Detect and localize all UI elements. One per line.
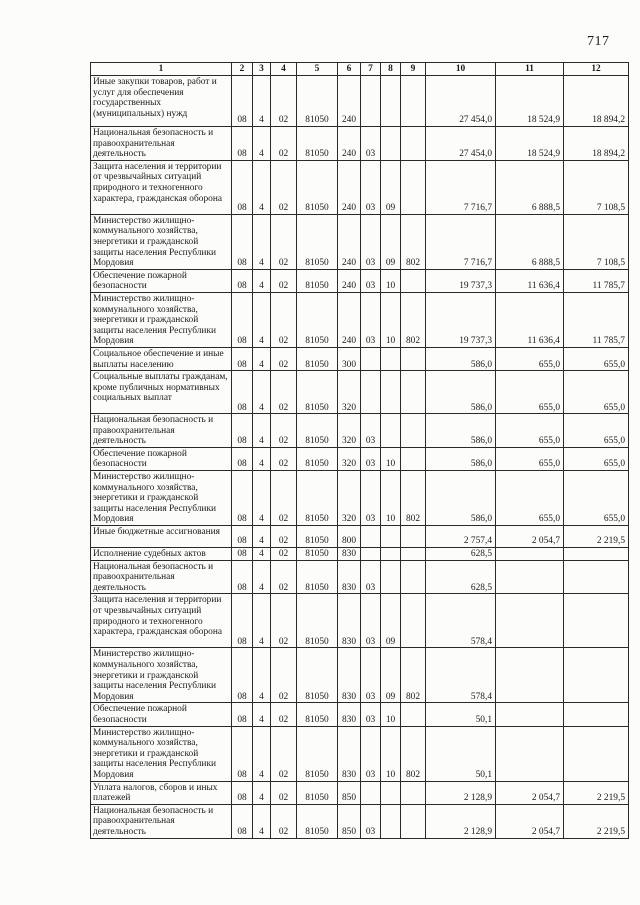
code-col6: 830 — [338, 726, 361, 781]
amount-col10: 628,5 — [426, 560, 496, 594]
code-col3: 4 — [253, 127, 271, 161]
amount-col10: 7 716,7 — [426, 214, 496, 269]
code-col8: 10 — [381, 471, 401, 526]
code-col2: 08 — [232, 414, 253, 448]
amount-col12 — [564, 594, 629, 648]
code-col3: 4 — [253, 526, 271, 548]
row-name: Обеспечение пожарной безопасности — [91, 703, 232, 726]
code-col9 — [401, 703, 426, 726]
table-row — [91, 703, 629, 726]
code-col5: 81050 — [297, 76, 338, 127]
code-col5: 81050 — [297, 127, 338, 161]
code-col5: 81050 — [297, 371, 338, 414]
code-col3: 4 — [253, 471, 271, 526]
amount-col11: 655,0 — [496, 371, 564, 414]
code-col2: 08 — [232, 548, 253, 561]
code-col6: 800 — [338, 526, 361, 548]
amount-col11 — [496, 726, 564, 781]
code-col6: 240 — [338, 160, 361, 214]
column-header: 10 — [426, 63, 496, 76]
code-col7 — [361, 548, 381, 561]
code-col5: 81050 — [297, 560, 338, 594]
code-col7: 03 — [361, 414, 381, 448]
code-col7: 03 — [361, 127, 381, 161]
amount-col10: 2 128,9 — [426, 804, 496, 838]
code-col2: 08 — [232, 447, 253, 470]
amount-col12: 655,0 — [564, 347, 629, 370]
row-name: Социальные выплаты гражданам, кроме публичных нормативных социальных выплат — [91, 371, 232, 414]
amount-col10: 27 454,0 — [426, 76, 496, 127]
code-col5: 81050 — [297, 347, 338, 370]
code-col9 — [401, 526, 426, 548]
row-name: Министерство жилищно-коммунального хозяйства, энергетики и гражданской защиты населения Республики Мордовия — [91, 726, 232, 781]
amount-col11: 18 524,9 — [496, 127, 564, 161]
table-row — [91, 292, 629, 347]
amount-col11 — [496, 648, 564, 703]
code-col6: 320 — [338, 371, 361, 414]
column-header: 8 — [381, 63, 401, 76]
code-col6: 240 — [338, 76, 361, 127]
table-body — [91, 76, 629, 839]
amount-col11 — [496, 703, 564, 726]
code-col3: 4 — [253, 214, 271, 269]
code-col5: 81050 — [297, 703, 338, 726]
code-col2: 08 — [232, 214, 253, 269]
amount-col12: 2 219,5 — [564, 781, 629, 804]
code-col3: 4 — [253, 560, 271, 594]
code-col5: 81050 — [297, 269, 338, 292]
table-row — [91, 526, 629, 548]
amount-col10: 2 757,4 — [426, 526, 496, 548]
amount-col11: 655,0 — [496, 414, 564, 448]
code-col9: 802 — [401, 214, 426, 269]
table-header — [91, 63, 629, 76]
code-col2: 08 — [232, 160, 253, 214]
amount-col10: 586,0 — [426, 471, 496, 526]
code-col7 — [361, 371, 381, 414]
code-col2: 08 — [232, 560, 253, 594]
code-col8: 09 — [381, 160, 401, 214]
amount-col11 — [496, 560, 564, 594]
code-col8: 09 — [381, 594, 401, 648]
row-name: Защита населения и территории от чрезвычайных ситуаций природного и техногенного характера, гражданская оборона — [91, 594, 232, 648]
amount-col11: 11 636,4 — [496, 292, 564, 347]
row-name: Иные закупки товаров, работ и услуг для обеспечения государственных (муниципальных) нужд — [91, 76, 232, 127]
table-row — [91, 560, 629, 594]
code-col2: 08 — [232, 76, 253, 127]
amount-col11: 6 888,5 — [496, 214, 564, 269]
code-col5: 81050 — [297, 548, 338, 561]
code-col8 — [381, 347, 401, 370]
code-col3: 4 — [253, 548, 271, 561]
code-col4: 02 — [271, 414, 297, 448]
amount-col12: 655,0 — [564, 471, 629, 526]
code-col8 — [381, 414, 401, 448]
code-col8 — [381, 804, 401, 838]
row-name: Защита населения и территории от чрезвычайных ситуаций природного и техногенного характера, гражданская оборона — [91, 160, 232, 214]
amount-col11: 655,0 — [496, 447, 564, 470]
code-col4: 02 — [271, 526, 297, 548]
code-col5: 81050 — [297, 726, 338, 781]
code-col4: 02 — [271, 269, 297, 292]
row-name: Министерство жилищно-коммунального хозяйства, энергетики и гражданской защиты населения Республики Мордовия — [91, 471, 232, 526]
amount-col12 — [564, 548, 629, 561]
code-col6: 830 — [338, 548, 361, 561]
code-col3: 4 — [253, 447, 271, 470]
amount-col10: 628,5 — [426, 548, 496, 561]
amount-col10: 578,4 — [426, 648, 496, 703]
amount-col10: 19 737,3 — [426, 269, 496, 292]
code-col5: 81050 — [297, 471, 338, 526]
code-col2: 08 — [232, 781, 253, 804]
row-name: Министерство жилищно-коммунального хозяйства, энергетики и гражданской защиты населения Республики Мордовия — [91, 648, 232, 703]
code-col8: 10 — [381, 703, 401, 726]
code-col3: 4 — [253, 292, 271, 347]
code-col7: 03 — [361, 447, 381, 470]
code-col9 — [401, 414, 426, 448]
code-col3: 4 — [253, 76, 271, 127]
code-col4: 02 — [271, 347, 297, 370]
code-col9 — [401, 269, 426, 292]
amount-col10: 2 128,9 — [426, 781, 496, 804]
code-col6: 240 — [338, 269, 361, 292]
row-name: Национальная безопасность и правоохранительная деятельность — [91, 414, 232, 448]
code-col2: 08 — [232, 526, 253, 548]
column-header: 2 — [232, 63, 253, 76]
row-name: Обеспечение пожарной безопасности — [91, 269, 232, 292]
code-col9: 802 — [401, 471, 426, 526]
code-col7: 03 — [361, 594, 381, 648]
row-name: Национальная безопасность и правоохранительная деятельность — [91, 127, 232, 161]
code-col3: 4 — [253, 347, 271, 370]
column-header: 9 — [401, 63, 426, 76]
code-col7: 03 — [361, 160, 381, 214]
code-col4: 02 — [271, 447, 297, 470]
table-row — [91, 471, 629, 526]
code-col3: 4 — [253, 414, 271, 448]
code-col2: 08 — [232, 471, 253, 526]
code-col6: 830 — [338, 703, 361, 726]
code-col8 — [381, 76, 401, 127]
column-header: 3 — [253, 63, 271, 76]
amount-col11: 2 054,7 — [496, 781, 564, 804]
code-col4: 02 — [271, 76, 297, 127]
amount-col11: 2 054,7 — [496, 804, 564, 838]
code-col8: 10 — [381, 292, 401, 347]
amount-col10: 19 737,3 — [426, 292, 496, 347]
amount-col11 — [496, 548, 564, 561]
code-col8: 10 — [381, 269, 401, 292]
code-col8: 10 — [381, 726, 401, 781]
code-col9 — [401, 447, 426, 470]
code-col2: 08 — [232, 804, 253, 838]
amount-col12: 18 894,2 — [564, 76, 629, 127]
amount-col10: 7 716,7 — [426, 160, 496, 214]
code-col6: 830 — [338, 594, 361, 648]
table-row — [91, 804, 629, 838]
code-col4: 02 — [271, 804, 297, 838]
budget-table — [90, 62, 629, 839]
page-number: 717 — [587, 34, 610, 49]
amount-col12: 11 785,7 — [564, 269, 629, 292]
table-row — [91, 76, 629, 127]
code-col7: 03 — [361, 292, 381, 347]
code-col8 — [381, 781, 401, 804]
code-col2: 08 — [232, 726, 253, 781]
code-col4: 02 — [271, 471, 297, 526]
code-col2: 08 — [232, 347, 253, 370]
amount-col11: 6 888,5 — [496, 160, 564, 214]
row-name: Уплата налогов, сборов и иных платежей — [91, 781, 232, 804]
amount-col10: 586,0 — [426, 414, 496, 448]
code-col3: 4 — [253, 160, 271, 214]
code-col4: 02 — [271, 127, 297, 161]
code-col8 — [381, 526, 401, 548]
amount-col12: 2 219,5 — [564, 804, 629, 838]
amount-col12 — [564, 560, 629, 594]
code-col4: 02 — [271, 781, 297, 804]
code-col5: 81050 — [297, 594, 338, 648]
amount-col12: 2 219,5 — [564, 526, 629, 548]
code-col9 — [401, 594, 426, 648]
amount-col11: 655,0 — [496, 347, 564, 370]
row-name: Министерство жилищно-коммунального хозяйства, энергетики и гражданской защиты населения Республики Мордовия — [91, 214, 232, 269]
code-col5: 81050 — [297, 447, 338, 470]
code-col8 — [381, 127, 401, 161]
code-col4: 02 — [271, 548, 297, 561]
column-header: 5 — [297, 63, 338, 76]
code-col9 — [401, 127, 426, 161]
code-col7: 03 — [361, 804, 381, 838]
table-row — [91, 347, 629, 370]
code-col7 — [361, 76, 381, 127]
code-col6: 850 — [338, 781, 361, 804]
code-col8 — [381, 560, 401, 594]
code-col9 — [401, 160, 426, 214]
table-row — [91, 127, 629, 161]
code-col4: 02 — [271, 594, 297, 648]
column-header: 4 — [271, 63, 297, 76]
code-col5: 81050 — [297, 214, 338, 269]
code-col9 — [401, 560, 426, 594]
table-row — [91, 447, 629, 470]
code-col6: 320 — [338, 471, 361, 526]
row-name: Социальное обеспечение и иные выплаты населению — [91, 347, 232, 370]
code-col2: 08 — [232, 648, 253, 703]
code-col2: 08 — [232, 594, 253, 648]
row-name: Иные бюджетные ассигнования — [91, 526, 232, 548]
column-header: 12 — [564, 63, 629, 76]
row-name: Министерство жилищно-коммунального хозяйства, энергетики и гражданской защиты населения Республики Мордовия — [91, 292, 232, 347]
row-name: Национальная безопасность и правоохранительная деятельность — [91, 804, 232, 838]
code-col9 — [401, 548, 426, 561]
column-header: 7 — [361, 63, 381, 76]
code-col3: 4 — [253, 703, 271, 726]
amount-col11: 2 054,7 — [496, 526, 564, 548]
code-col5: 81050 — [297, 526, 338, 548]
code-col7: 03 — [361, 560, 381, 594]
column-header: 11 — [496, 63, 564, 76]
code-col5: 81050 — [297, 414, 338, 448]
table-row — [91, 781, 629, 804]
code-col3: 4 — [253, 648, 271, 703]
amount-col12: 655,0 — [564, 414, 629, 448]
code-col7: 03 — [361, 703, 381, 726]
code-col4: 02 — [271, 648, 297, 703]
amount-col12: 7 108,5 — [564, 160, 629, 214]
code-col6: 830 — [338, 560, 361, 594]
code-col6: 240 — [338, 292, 361, 347]
code-col7: 03 — [361, 214, 381, 269]
code-col3: 4 — [253, 726, 271, 781]
code-col5: 81050 — [297, 160, 338, 214]
code-col7 — [361, 526, 381, 548]
code-col6: 850 — [338, 804, 361, 838]
table-row — [91, 548, 629, 561]
code-col4: 02 — [271, 292, 297, 347]
row-name: Национальная безопасность и правоохранительная деятельность — [91, 560, 232, 594]
column-header: 1 — [91, 63, 232, 76]
code-col9: 802 — [401, 292, 426, 347]
code-col3: 4 — [253, 269, 271, 292]
code-col9 — [401, 371, 426, 414]
code-col7: 03 — [361, 648, 381, 703]
code-col6: 300 — [338, 347, 361, 370]
amount-col12: 655,0 — [564, 371, 629, 414]
code-col5: 81050 — [297, 804, 338, 838]
code-col9: 802 — [401, 648, 426, 703]
amount-col12: 655,0 — [564, 447, 629, 470]
code-col6: 830 — [338, 648, 361, 703]
code-col9: 802 — [401, 726, 426, 781]
amount-col11: 11 636,4 — [496, 269, 564, 292]
table-row — [91, 214, 629, 269]
code-col7: 03 — [361, 471, 381, 526]
table-row — [91, 371, 629, 414]
amount-col10: 586,0 — [426, 371, 496, 414]
code-col4: 02 — [271, 371, 297, 414]
code-col5: 81050 — [297, 781, 338, 804]
table-row — [91, 160, 629, 214]
amount-col10: 50,1 — [426, 726, 496, 781]
code-col6: 320 — [338, 414, 361, 448]
code-col5: 81050 — [297, 292, 338, 347]
table-row — [91, 726, 629, 781]
code-col8: 09 — [381, 214, 401, 269]
amount-col10: 50,1 — [426, 703, 496, 726]
table-row — [91, 648, 629, 703]
code-col7: 03 — [361, 726, 381, 781]
code-col9 — [401, 76, 426, 127]
amount-col12: 7 108,5 — [564, 214, 629, 269]
code-col9 — [401, 347, 426, 370]
code-col8: 09 — [381, 648, 401, 703]
code-col9 — [401, 804, 426, 838]
code-col2: 08 — [232, 292, 253, 347]
code-col2: 08 — [232, 371, 253, 414]
amount-col12: 18 894,2 — [564, 127, 629, 161]
amount-col11 — [496, 594, 564, 648]
code-col7 — [361, 781, 381, 804]
code-col4: 02 — [271, 560, 297, 594]
amount-col10: 27 454,0 — [426, 127, 496, 161]
code-col4: 02 — [271, 703, 297, 726]
code-col4: 02 — [271, 160, 297, 214]
amount-col11: 655,0 — [496, 471, 564, 526]
row-name: Обеспечение пожарной безопасности — [91, 447, 232, 470]
table-row — [91, 269, 629, 292]
code-col8 — [381, 548, 401, 561]
amount-col12 — [564, 648, 629, 703]
code-col2: 08 — [232, 269, 253, 292]
amount-col12: 11 785,7 — [564, 292, 629, 347]
code-col7: 03 — [361, 269, 381, 292]
code-col4: 02 — [271, 726, 297, 781]
code-col6: 240 — [338, 127, 361, 161]
amount-col10: 586,0 — [426, 447, 496, 470]
amount-col12 — [564, 703, 629, 726]
code-col8: 10 — [381, 447, 401, 470]
code-col3: 4 — [253, 371, 271, 414]
code-col6: 240 — [338, 214, 361, 269]
code-col2: 08 — [232, 703, 253, 726]
code-col2: 08 — [232, 127, 253, 161]
code-col6: 320 — [338, 447, 361, 470]
code-col8 — [381, 371, 401, 414]
table-row — [91, 414, 629, 448]
code-col3: 4 — [253, 594, 271, 648]
amount-col10: 578,4 — [426, 594, 496, 648]
code-col9 — [401, 781, 426, 804]
table-row — [91, 594, 629, 648]
amount-col10: 586,0 — [426, 347, 496, 370]
code-col7 — [361, 347, 381, 370]
amount-col12 — [564, 726, 629, 781]
amount-col11: 18 524,9 — [496, 76, 564, 127]
code-col5: 81050 — [297, 648, 338, 703]
code-col3: 4 — [253, 804, 271, 838]
code-col3: 4 — [253, 781, 271, 804]
column-header: 6 — [338, 63, 361, 76]
header-row — [91, 63, 629, 76]
code-col4: 02 — [271, 214, 297, 269]
row-name: Исполнение судебных актов — [91, 548, 232, 561]
